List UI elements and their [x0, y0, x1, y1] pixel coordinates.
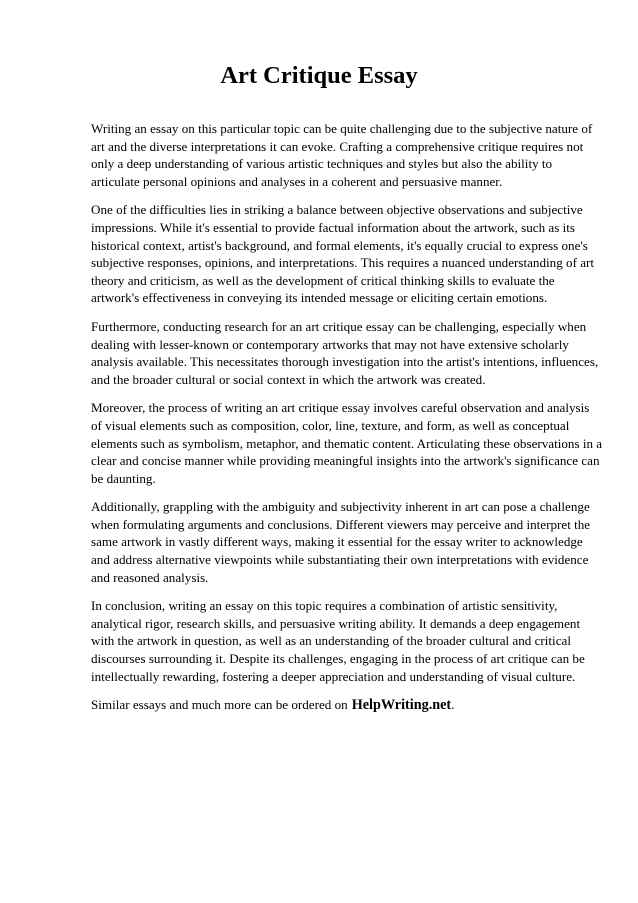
paragraph-difficulties: One of the difficulties lies in striking a balance between objective observations and subjective impressions. While it's essential to provide factual information about the artwork, such as its historical context, artist's background, and formal elements, it's equally crucial to express one's subjective responses, opinions, and interpretations. This requires a nuanced understanding of art theory and criticism, as well as the development of critical thinking skills to evaluate the artwork's effectiveness in conveying its intended message or eliciting certain emotions. — [91, 202, 595, 306]
promo-text: Similar essays and much more can be ordered on — [91, 697, 348, 713]
paragraph-ambiguity: Additionally, grappling with the ambiguity and subjectivity inherent in art can pose a challenge when formulating arguments and conclusions. Different viewers may perceive and interpret the same artwork in vastly different ways, making it essential for the essay writer to acknowledge and address alternative viewpoints while substantiating their own interpretations with evidence and reasoned analysis. — [91, 499, 591, 585]
helpwriting-link[interactable]: HelpWriting.net — [351, 697, 452, 714]
paragraph-research: Furthermore, conducting research for an art critique essay can be challenging, especially when dealing with lesser-known or contemporary artworks that may not have extensive scholarly analysis available. This necessitates thorough investigation into the artist's intentions, influences, and the broader cultural or social context in which the artwork was created. — [91, 318, 599, 387]
document-body — [91, 120, 603, 715]
promo-line — [91, 696, 603, 715]
document-title: Art Critique Essay — [220, 62, 418, 89]
paragraph-intro: Writing an essay on this particular topic can be quite challenging due to the subjective nature of art and the diverse interpretations it can evoke. Crafting a comprehensive critique requires not only a deep understanding of various artistic techniques and styles but also the ability to articulate personal opinions and analyses in a coherent and persuasive manner. — [91, 121, 593, 189]
paragraph-conclusion: In conclusion, writing an essay on this topic requires a combination of artistic sensitivity, analytical rigor, research skills, and persuasive writing ability. It demands a deep engagement with the artwork in question, as well as an understanding of the broader cultural and critical discourses surrounding it. Despite its challenges, engaging in the process of art critique can be intellectually rewarding, fostering a deeper appreciation and understanding of visual culture. — [91, 598, 585, 684]
paragraph-observation: Moreover, the process of writing an art critique essay involves careful observation and analysis of visual elements such as composition, color, line, texture, and form, as well as conceptual elements such as symbolism, metaphor, and thematic content. Articulating these observations in a clear and concise manner while providing meaningful insights into the artwork's significance can be daunting. — [91, 400, 603, 486]
promo-suffix: . — [451, 697, 455, 713]
